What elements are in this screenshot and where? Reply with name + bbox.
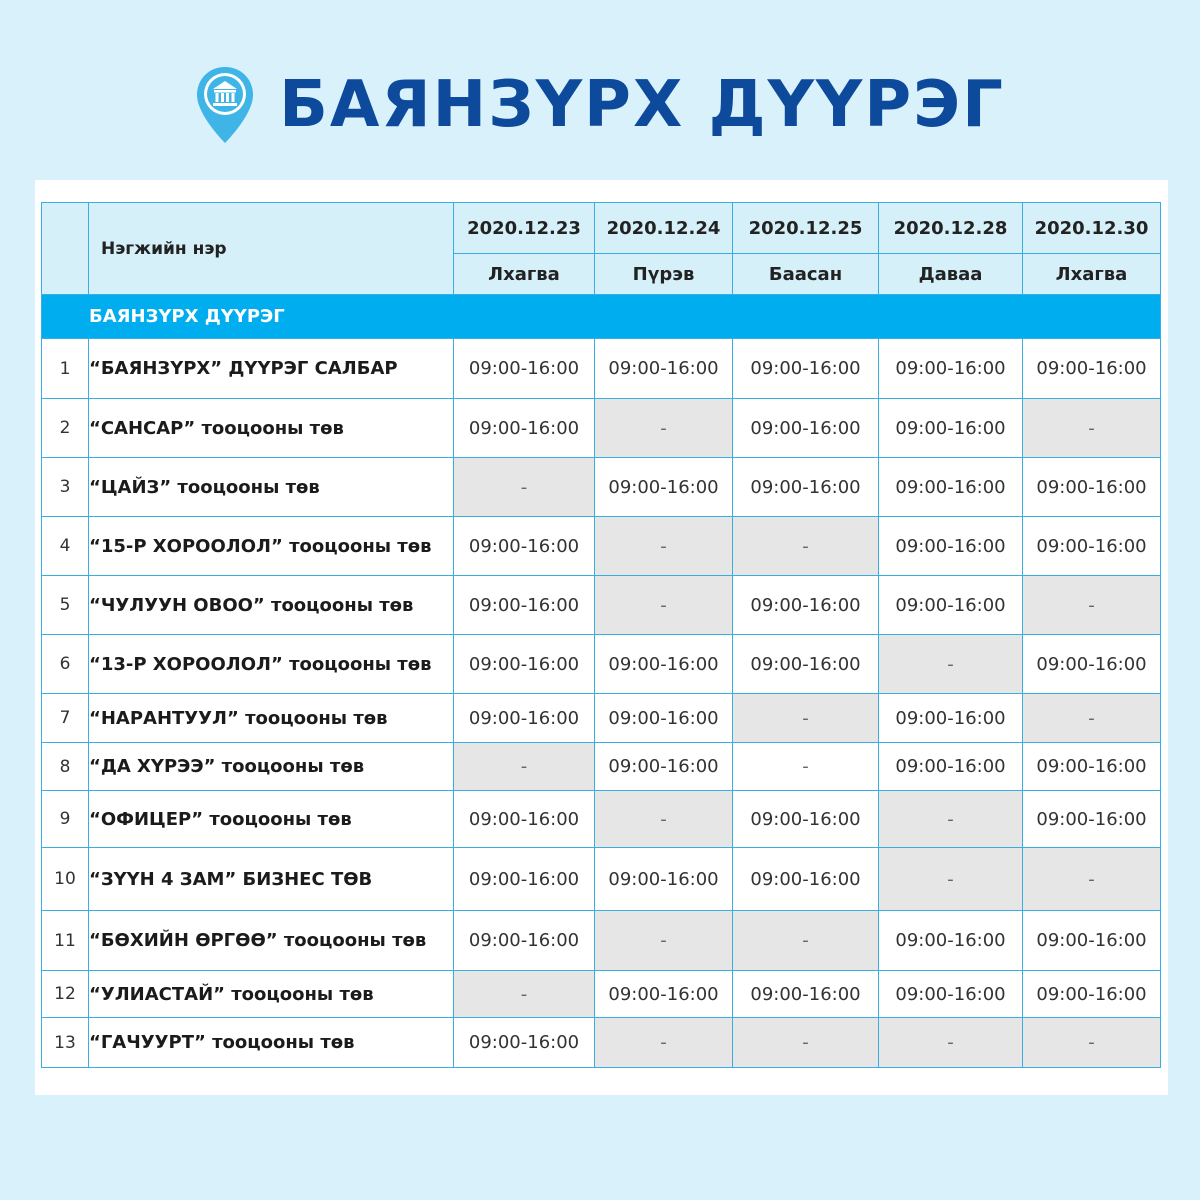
closed-cell: - — [1023, 694, 1161, 743]
branch-name: “САНСАР” тооцооны төв — [89, 399, 454, 458]
date-header: 2020.12.28 — [879, 203, 1023, 254]
hours-cell: 09:00-16:00 — [595, 694, 733, 743]
hours-cell: 09:00-16:00 — [879, 971, 1023, 1018]
closed-cell: - — [733, 743, 879, 791]
schedule-panel — [35, 180, 1168, 1095]
row-number: 2 — [42, 399, 89, 458]
hours-cell: 09:00-16:00 — [454, 635, 595, 694]
weekday-header: Лхагва — [1023, 254, 1161, 295]
closed-cell: - — [1023, 576, 1161, 635]
closed-cell: - — [595, 911, 733, 971]
branch-name: “БАЯНЗҮРХ” ДҮҮРЭГ САЛБАР — [89, 339, 454, 399]
table-row — [42, 576, 1161, 635]
weekday-header: Даваа — [879, 254, 1023, 295]
weekday-header: Баасан — [733, 254, 879, 295]
row-number: 13 — [42, 1018, 89, 1068]
hours-cell: 09:00-16:00 — [733, 458, 879, 517]
table-row — [42, 743, 1161, 791]
bank-location-pin-icon — [195, 65, 255, 145]
table-row — [42, 458, 1161, 517]
row-number: 10 — [42, 848, 89, 911]
hours-cell: 09:00-16:00 — [879, 911, 1023, 971]
row-number: 9 — [42, 791, 89, 848]
hours-cell: 09:00-16:00 — [595, 743, 733, 791]
branch-name: “15-Р ХОРООЛОЛ” тооцооны төв — [89, 517, 454, 576]
row-number: 4 — [42, 517, 89, 576]
table-row — [42, 517, 1161, 576]
hours-cell: 09:00-16:00 — [454, 694, 595, 743]
row-number: 7 — [42, 694, 89, 743]
hours-cell: 09:00-16:00 — [1023, 743, 1161, 791]
section-row — [42, 295, 1161, 339]
table-row — [42, 911, 1161, 971]
hours-cell: 09:00-16:00 — [879, 458, 1023, 517]
closed-cell: - — [1023, 1018, 1161, 1068]
hours-cell: 09:00-16:00 — [1023, 517, 1161, 576]
hours-cell: 09:00-16:00 — [733, 791, 879, 848]
date-header: 2020.12.30 — [1023, 203, 1161, 254]
hours-cell: 09:00-16:00 — [879, 399, 1023, 458]
schedule-table — [41, 202, 1161, 1068]
hours-cell: 09:00-16:00 — [454, 911, 595, 971]
branch-name: “ОФИЦЕР” тооцооны төв — [89, 791, 454, 848]
closed-cell: - — [879, 791, 1023, 848]
hours-cell: 09:00-16:00 — [733, 399, 879, 458]
closed-cell: - — [595, 1018, 733, 1068]
table-row — [42, 1018, 1161, 1068]
hours-cell: 09:00-16:00 — [1023, 458, 1161, 517]
hours-cell: 09:00-16:00 — [733, 339, 879, 399]
branch-name: “БӨХИЙН ӨРГӨӨ” тооцооны төв — [89, 911, 454, 971]
table-row — [42, 339, 1161, 399]
closed-cell: - — [454, 743, 595, 791]
hours-cell: 09:00-16:00 — [879, 576, 1023, 635]
hours-cell: 09:00-16:00 — [1023, 971, 1161, 1018]
row-number: 3 — [42, 458, 89, 517]
section-label: БАЯНЗҮРХ ДҮҮРЭГ — [89, 306, 285, 327]
hours-cell: 09:00-16:00 — [733, 971, 879, 1018]
hours-cell: 09:00-16:00 — [1023, 791, 1161, 848]
hours-cell: 09:00-16:00 — [454, 339, 595, 399]
hours-cell: 09:00-16:00 — [733, 576, 879, 635]
date-header: 2020.12.24 — [595, 203, 733, 254]
hours-cell: 09:00-16:00 — [595, 635, 733, 694]
hours-cell: 09:00-16:00 — [879, 517, 1023, 576]
date-header: 2020.12.23 — [454, 203, 595, 254]
row-number: 6 — [42, 635, 89, 694]
hours-cell: 09:00-16:00 — [454, 848, 595, 911]
branch-name: “ЗҮҮН 4 ЗАМ” БИЗНЕС ТӨВ — [89, 848, 454, 911]
hours-cell: 09:00-16:00 — [454, 576, 595, 635]
table-row — [42, 791, 1161, 848]
date-header-row — [42, 203, 1161, 254]
closed-cell: - — [595, 791, 733, 848]
hours-cell: 09:00-16:00 — [1023, 339, 1161, 399]
closed-cell: - — [1023, 848, 1161, 911]
table-row — [42, 399, 1161, 458]
branch-name: “ГАЧУУРТ” тооцооны төв — [89, 1018, 454, 1068]
branch-name: “13-Р ХОРООЛОЛ” тооцооны төв — [89, 635, 454, 694]
closed-cell: - — [454, 458, 595, 517]
table-row — [42, 635, 1161, 694]
weekday-header: Лхагва — [454, 254, 595, 295]
hours-cell: 09:00-16:00 — [454, 517, 595, 576]
closed-cell: - — [733, 911, 879, 971]
hours-cell: 09:00-16:00 — [454, 1018, 595, 1068]
branch-name: “ЦАЙЗ” тооцооны төв — [89, 458, 454, 517]
hours-cell: 09:00-16:00 — [595, 971, 733, 1018]
closed-cell: - — [733, 1018, 879, 1068]
closed-cell: - — [595, 576, 733, 635]
closed-cell: - — [733, 694, 879, 743]
weekday-header: Пүрэв — [595, 254, 733, 295]
hours-cell: 09:00-16:00 — [733, 848, 879, 911]
row-number: 5 — [42, 576, 89, 635]
hours-cell: 09:00-16:00 — [454, 791, 595, 848]
page-header — [0, 50, 1200, 160]
branch-name: “ДА ХҮРЭЭ” тооцооны төв — [89, 743, 454, 791]
hours-cell: 09:00-16:00 — [879, 694, 1023, 743]
hours-cell: 09:00-16:00 — [595, 458, 733, 517]
row-number: 8 — [42, 743, 89, 791]
hours-cell: 09:00-16:00 — [879, 743, 1023, 791]
closed-cell: - — [454, 971, 595, 1018]
closed-cell: - — [733, 517, 879, 576]
row-number: 1 — [42, 339, 89, 399]
branch-name: “ЧУЛУУН ОВОО” тооцооны төв — [89, 576, 454, 635]
closed-cell: - — [879, 1018, 1023, 1068]
closed-cell: - — [879, 848, 1023, 911]
branch-name: “НАРАНТУУЛ” тооцооны төв — [89, 694, 454, 743]
hours-cell: 09:00-16:00 — [1023, 911, 1161, 971]
table-row — [42, 971, 1161, 1018]
row-number: 11 — [42, 911, 89, 971]
hours-cell: 09:00-16:00 — [733, 635, 879, 694]
hours-cell: 09:00-16:00 — [879, 339, 1023, 399]
row-number: 12 — [42, 971, 89, 1018]
hours-cell: 09:00-16:00 — [595, 848, 733, 911]
hours-cell: 09:00-16:00 — [1023, 635, 1161, 694]
table-row — [42, 848, 1161, 911]
date-header: 2020.12.25 — [733, 203, 879, 254]
section-title — [42, 295, 1161, 339]
closed-cell: - — [595, 517, 733, 576]
name-header: Нэгжийн нэр — [89, 203, 454, 295]
closed-cell: - — [1023, 399, 1161, 458]
closed-cell: - — [879, 635, 1023, 694]
table-row — [42, 694, 1161, 743]
hours-cell: 09:00-16:00 — [595, 339, 733, 399]
closed-cell: - — [595, 399, 733, 458]
page-title: БАЯНЗҮРХ ДҮҮРЭГ — [279, 68, 1005, 142]
branch-name: “УЛИАСТАЙ” тооцооны төв — [89, 971, 454, 1018]
number-header — [42, 203, 89, 295]
hours-cell: 09:00-16:00 — [454, 399, 595, 458]
